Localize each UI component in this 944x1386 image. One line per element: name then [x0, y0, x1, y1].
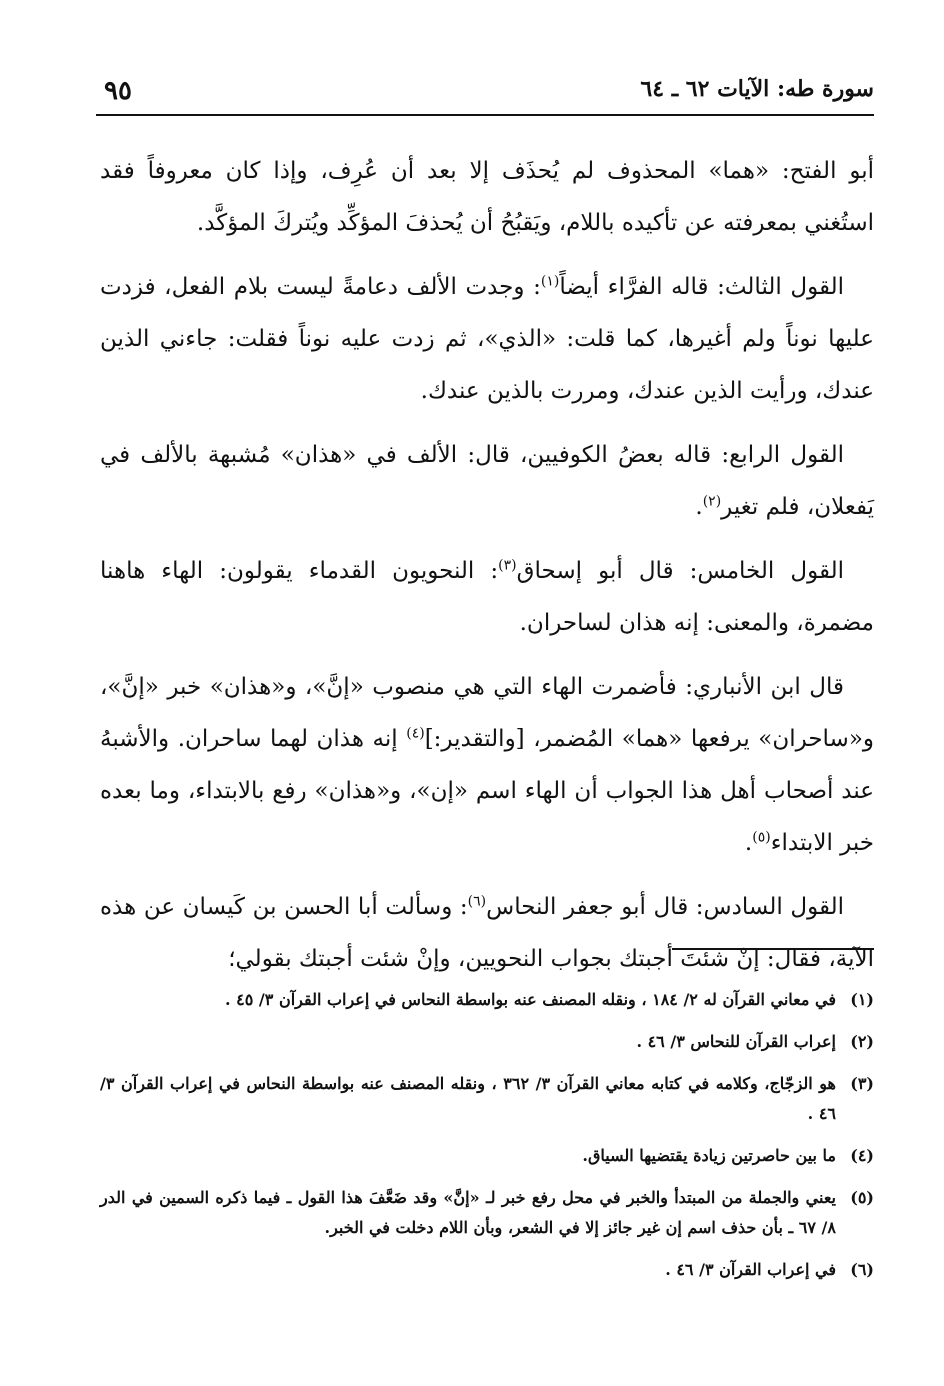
- footnote-divider: [672, 948, 874, 950]
- footnotes: [100, 985, 874, 1297]
- footnote-ref: (٣): [498, 557, 517, 574]
- paragraph-text: .: [744, 830, 753, 856]
- footnote-text: في معاني القرآن له ٢/ ١٨٤ ، ونقله المصنف عنه بواسطة النحاس في إعراب القرآن ٣/ ٤٥ .: [225, 990, 836, 1009]
- footnote: [100, 1255, 874, 1285]
- paragraph-text: قال ابن الأنباري: فأضمرت الهاء التي هي منصوب «إنَّ»، و«هذان» خبر «إنَّ»، و«ساحران» يرفعها «هما» المُضمر، [والتقدير:]: [100, 674, 874, 752]
- footnote: [100, 985, 874, 1015]
- paragraph: [100, 661, 874, 869]
- footnote-ref: (١): [540, 273, 560, 290]
- paragraph-text: القول السادس: قال أبو جعفر النحاس: [486, 894, 844, 920]
- paragraph: [100, 881, 874, 985]
- page-header: [96, 70, 874, 116]
- footnote: [100, 1027, 874, 1057]
- footnote: [100, 1141, 874, 1171]
- footnote-text: إعراب القرآن للنحاس ٣/ ٤٦ .: [636, 1032, 836, 1051]
- page-number: ٩٥: [104, 76, 132, 106]
- paragraph-text: القول الخامس: قال أبو إسحاق: [516, 558, 845, 584]
- footnote-ref: (٥): [752, 829, 771, 846]
- paragraph-text: : النحويون القدماء يقولون: الهاء هاهنا مضمرة، والمعنى: إنه هذان لساحران.: [100, 558, 874, 636]
- footnote-number: (٤): [850, 1146, 874, 1165]
- footnote-text: في إعراب القرآن ٣/ ٤٦ .: [665, 1260, 836, 1279]
- paragraph-text: القول الرابع: قاله بعضُ الكوفيين، قال: الألف في «هذان» مُشبهة بالألف في يَفعلان، فلم تغير: [100, 442, 874, 520]
- footnote-number: (٥): [850, 1188, 874, 1207]
- footnote-number: (١): [850, 990, 874, 1009]
- paragraph-text: : وجدت الألف دعامةً ليست بلام الفعل، فزدت عليها نوناً ولم أغيرها، كما قلت: «الذي»، ثم زدت عليه نوناً فقلت: جاءني الذين عندك، ورأيت الذين عندك، ومررت بالذين عندك.: [100, 274, 874, 404]
- footnote-text: يعني والجملة من المبتدأ والخبر في محل رفع خبر لـ «إنَّ» وقد ضَعَّفَ هذا القول ـ فيما ذكره السمين في الدر ٨/ ٦٧ ـ بأن حذف اسم إن غير جائز إلا في الشعر، وبأن اللام دخلت في الخبر.: [100, 1188, 836, 1237]
- paragraph: [100, 545, 874, 649]
- footnote: [100, 1069, 874, 1129]
- running-title: سورة طه: الآيات ٦٢ ـ ٦٤: [640, 76, 874, 102]
- footnote-ref: (٤): [406, 725, 425, 742]
- footnote-number: (٦): [850, 1260, 874, 1279]
- footnote-text: هو الزجّاج، وكلامه في كتابه معاني القرآن ٣/ ٣٦٢ ، ونقله المصنف عنه بواسطة النحاس في إعراب القرآن ٣/ ٤٦ .: [100, 1074, 836, 1123]
- paragraph-text: : وسألت أبا الحسن بن كَيسان عن هذه الآية، فقال: إنْ شئتَ أجبتك بجواب النحويين، وإنْ شئت أجبتك بقولي؛: [100, 894, 874, 972]
- paragraph: [100, 429, 874, 533]
- paragraph-text: إنه هذان لهما ساحران. والأشبهُ عند أصحاب أهل هذا الجواب أن الهاء اسم «إن»، و«هذان» رفع بالابتداء، وما بعده خبر الابتداء: [100, 726, 874, 856]
- footnote-number: (٢): [850, 1032, 874, 1051]
- footnote-text: ما بين حاصرتين زيادة يقتضيها السياق.: [582, 1146, 836, 1165]
- paragraph: [100, 261, 874, 417]
- paragraph-text: .: [695, 494, 703, 520]
- paragraph-text: أبو الفتح: «هما» المحذوف لم يُحذَف إلا بعد أن عُرِف، وإذا كان معروفاً فقد استُغني بمعرفته عن تأكيده باللام، ويَقبُحُ أن يُحذفَ المؤكِّد ويُتركَ المؤكَّد.: [100, 158, 874, 236]
- paragraph-text: القول الثالث: قاله الفرَّاء أيضاً: [559, 274, 844, 300]
- main-text: [100, 145, 874, 997]
- footnote-ref: (٦): [467, 893, 487, 910]
- footnote-number: (٣): [850, 1074, 874, 1093]
- footnote-ref: (٢): [702, 493, 722, 510]
- paragraph: [100, 145, 874, 249]
- footnote: [100, 1183, 874, 1243]
